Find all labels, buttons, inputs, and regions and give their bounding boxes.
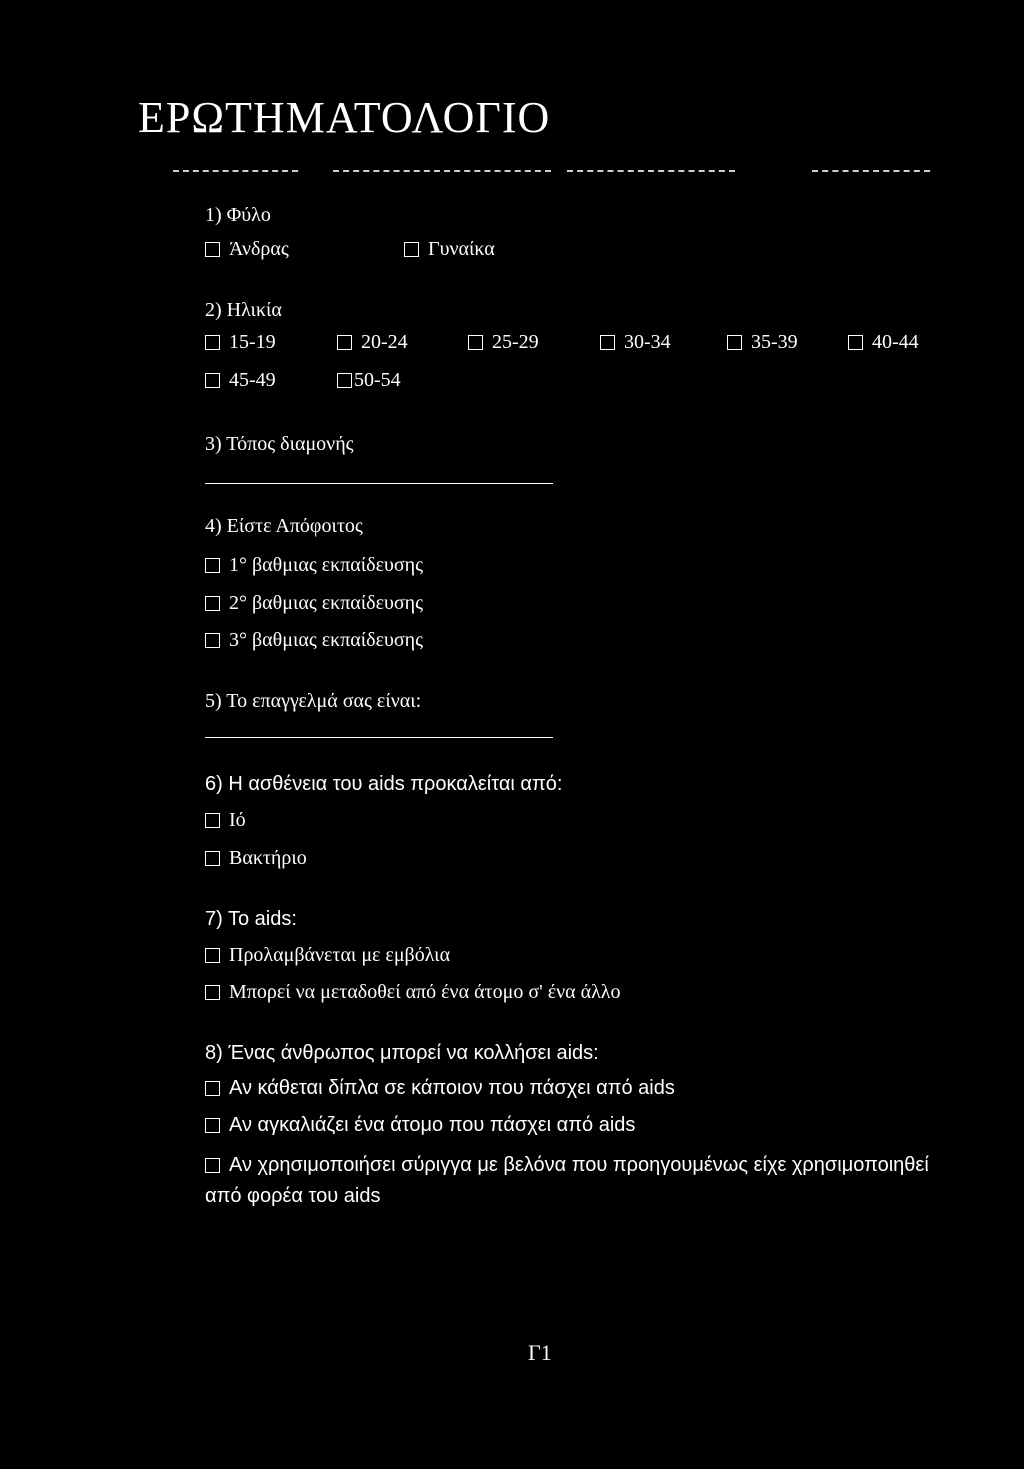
checkbox[interactable] — [337, 335, 352, 350]
age-option[interactable] — [205, 368, 276, 392]
option-label-continuation: από φορέα του aids — [205, 1185, 381, 1207]
checkbox[interactable] — [205, 948, 220, 963]
checkbox[interactable] — [727, 335, 742, 350]
option-label: Αν αγκαλιάζει ένα άτομο που πάσχει από aids — [229, 1114, 636, 1136]
transmission-option[interactable] — [205, 1076, 675, 1100]
checkbox[interactable] — [205, 558, 220, 573]
checkbox[interactable] — [205, 335, 220, 350]
question-residence-label: 3) Τόπος διαμονής — [205, 433, 354, 455]
cause-option[interactable] — [205, 808, 246, 832]
gender-option-male[interactable] — [205, 237, 289, 261]
option-label: Άνδρας — [229, 238, 289, 260]
option-label: 30-34 — [624, 331, 671, 353]
cause-option[interactable] — [205, 846, 307, 870]
option-label: 45-49 — [229, 369, 276, 391]
question-aids-label: 7) Το aids: — [205, 908, 297, 930]
question-profession-label: 5) Το επαγγελμά σας είναι: — [205, 690, 422, 712]
option-label: 25-29 — [492, 331, 539, 353]
age-option[interactable] — [848, 330, 919, 354]
option-label: 50-54 — [354, 369, 401, 391]
option-label: 3° βαθμιας εκπαίδευσης — [229, 629, 424, 651]
checkbox[interactable] — [848, 335, 863, 350]
question-transmission-label: 8) Ένας άνθρωπος μπορεί να κολλήσει aids: — [205, 1042, 599, 1064]
residence-answer-line[interactable] — [205, 483, 553, 484]
option-label: 1° βαθμιας εκπαίδευσης — [229, 554, 424, 576]
education-option[interactable] — [205, 553, 423, 577]
checkbox[interactable] — [205, 596, 220, 611]
question-cause-label: 6) Η ασθένεια του aids προκαλείται από: — [205, 773, 563, 795]
age-option[interactable] — [600, 330, 671, 354]
option-label: Γυναίκα — [428, 238, 495, 260]
checkbox[interactable] — [205, 1158, 220, 1173]
age-option[interactable] — [337, 368, 401, 392]
checkbox[interactable] — [205, 1081, 220, 1096]
option-label: Βακτήριο — [229, 847, 307, 869]
checkbox[interactable] — [205, 813, 220, 828]
transmission-option[interactable] — [205, 1153, 929, 1177]
age-option[interactable] — [337, 330, 408, 354]
option-label: Ιό — [229, 809, 246, 831]
checkbox[interactable] — [600, 335, 615, 350]
question-age-label: 2) Ηλικία — [205, 299, 282, 321]
option-label: 2° βαθμιας εκπαίδευσης — [229, 592, 424, 614]
checkbox[interactable] — [205, 242, 220, 257]
title-underline-segment — [567, 170, 735, 172]
option-label: 40-44 — [872, 331, 919, 353]
education-option[interactable] — [205, 591, 423, 615]
checkbox[interactable] — [468, 335, 483, 350]
question-education-label: 4) Είστε Απόφοιτος — [205, 515, 363, 537]
option-label: 35-39 — [751, 331, 798, 353]
checkbox[interactable] — [205, 1118, 220, 1133]
checkbox[interactable] — [205, 373, 220, 388]
title-underline-segment — [812, 170, 930, 172]
page-number: Γ1 — [528, 1340, 552, 1365]
checkbox[interactable] — [205, 985, 220, 1000]
aids-option[interactable] — [205, 980, 621, 1004]
checkbox[interactable] — [205, 633, 220, 648]
education-option[interactable] — [205, 628, 423, 652]
option-label: Αν χρησιμοποιήσει σύριγγα με βελόνα που προηγουμένως είχε χρησιμοποιηθεί — [229, 1154, 929, 1176]
checkbox[interactable] — [205, 851, 220, 866]
checkbox[interactable] — [404, 242, 419, 257]
option-label: 20-24 — [361, 331, 408, 353]
option-label: 15-19 — [229, 331, 276, 353]
gender-option-female[interactable] — [404, 237, 495, 261]
option-label: Προλαμβάνεται με εμβόλια — [229, 944, 451, 966]
page-title: ΕΡΩΤΗΜΑΤΟΛΟΓΙΟ — [138, 93, 551, 142]
age-option[interactable] — [468, 330, 539, 354]
aids-option[interactable] — [205, 943, 450, 967]
option-label: Μπορεί να μεταδοθεί από ένα άτομο σ' ένα άλλο — [229, 981, 621, 1003]
question-gender-label: 1) Φύλο — [205, 204, 271, 226]
option-label: Αν κάθεται δίπλα σε κάποιον που πάσχει από aids — [229, 1077, 675, 1099]
age-option[interactable] — [727, 330, 798, 354]
title-underline-segment — [173, 170, 298, 172]
profession-answer-line[interactable] — [205, 737, 553, 738]
title-underline-segment — [333, 170, 551, 172]
transmission-option[interactable] — [205, 1113, 635, 1137]
age-option[interactable] — [205, 330, 276, 354]
checkbox[interactable] — [337, 373, 352, 388]
